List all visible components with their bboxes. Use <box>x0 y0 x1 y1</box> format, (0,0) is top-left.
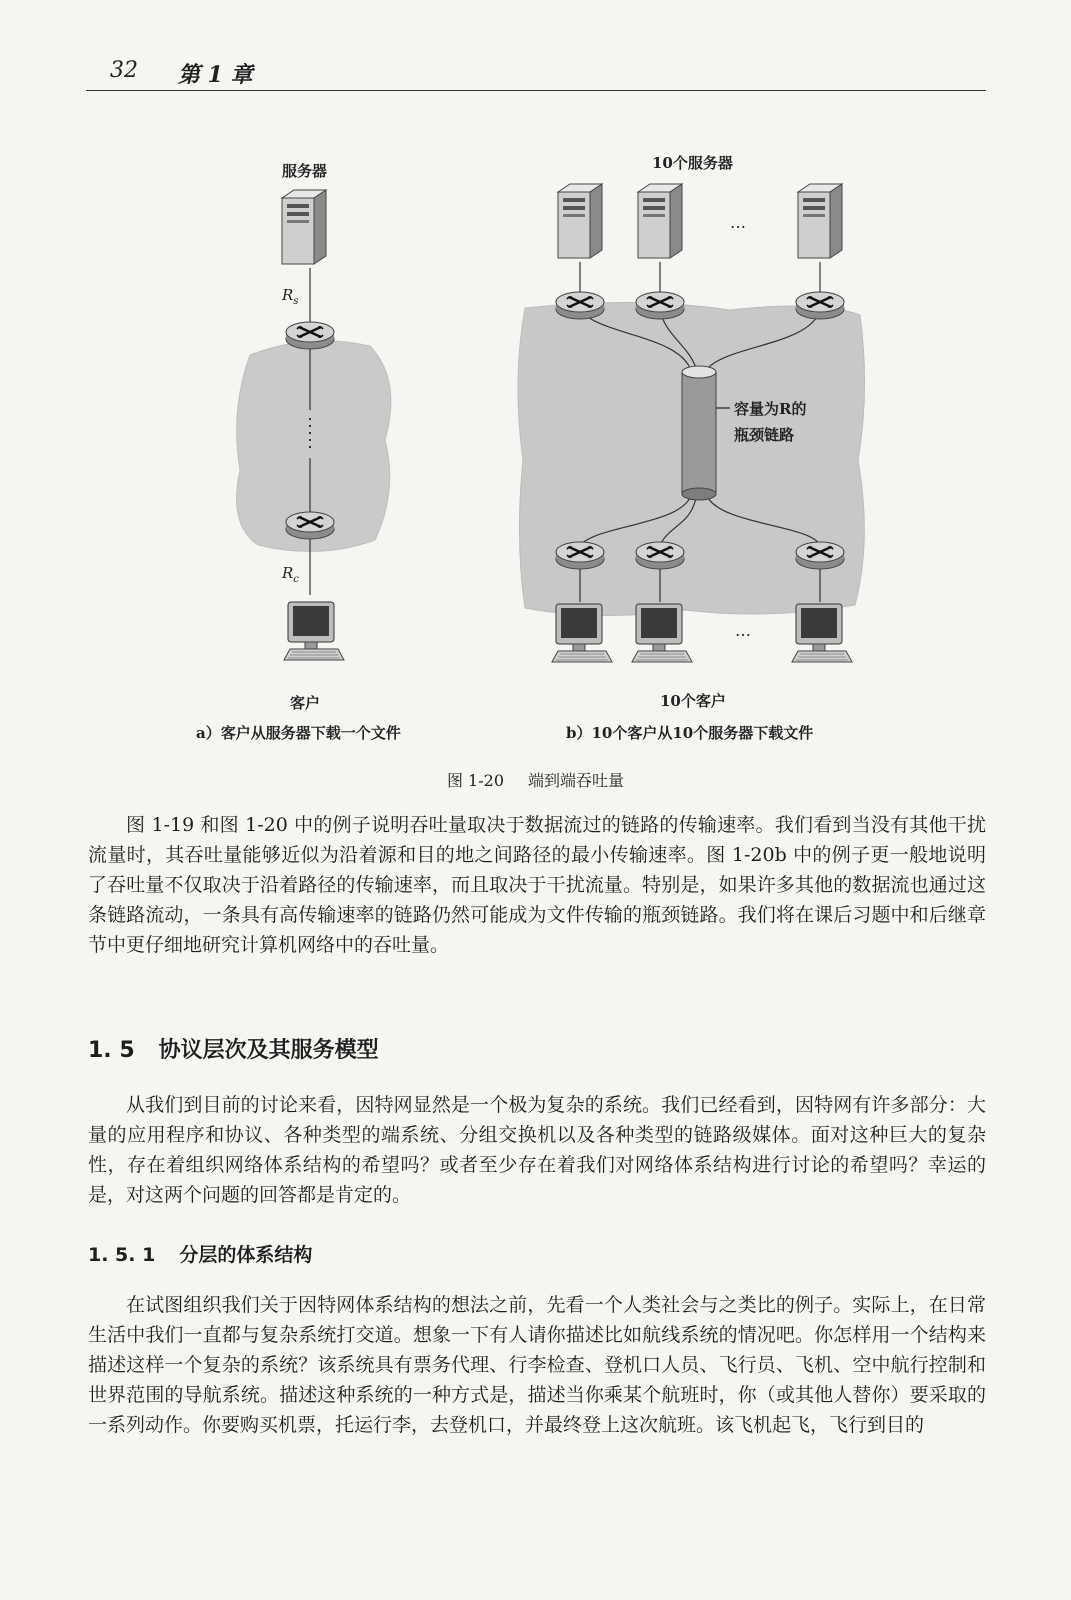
server-icon <box>798 184 842 258</box>
section-heading <box>88 1033 379 1064</box>
client-icon <box>284 602 344 660</box>
clients-label: 10个客户 <box>660 692 726 710</box>
router-icon <box>286 512 334 539</box>
router-icon <box>286 322 334 349</box>
client-icon <box>632 604 692 662</box>
subsection-heading <box>88 1240 312 1267</box>
client-icon <box>792 604 852 662</box>
rc-label: $R_c$ <box>282 564 299 585</box>
server-icon <box>558 184 602 258</box>
bottleneck-label-line1: 容量为R的 <box>734 400 807 418</box>
subcaption-b: b）10个客户从10个服务器下载文件 <box>566 724 814 742</box>
clients-ellipsis: … <box>735 621 751 640</box>
server-icon <box>282 190 326 264</box>
router-icon <box>556 292 604 319</box>
server-icon <box>638 184 682 258</box>
section-title: 协议层次及其服务模型 <box>158 1038 379 1063</box>
subcaption-a: a）客户从服务器下载一个文件 <box>196 724 401 742</box>
figure-caption <box>0 768 1071 791</box>
router-icon <box>796 542 844 569</box>
figure-1-20 <box>170 140 930 760</box>
subsection-title: 分层的体系结构 <box>179 1244 313 1266</box>
router-icon <box>636 542 684 569</box>
subsection-number: 1. 5. 1 <box>88 1244 156 1266</box>
page-header <box>86 58 986 91</box>
paragraph: 图 1-19 和图 1-20 中的例子说明吞吐量取决于数据流过的链路的传输速率。我们看到当没有其他干扰流量时，其吞吐量能够近似为沿着源和目的地之间路径的最小传输速率。图 1-20b 中的例子更一般地说明了吞吐量不仅取决于沿着路径的传输速率，而且取决于干扰流量。特别是，如果许多其他的数据流也通过这条链路流动，一条具有高传输速率的链路仍然可能成为文件传输的瓶颈链路。我们将在课后习题中和后继章节中更仔细地研究计算机网络中的吞吐量。 <box>88 814 986 956</box>
paragraph: 从我们到目前的讨论来看，因特网显然是一个极为复杂的系统。我们已经看到，因特网有许多部分：大量的应用程序和协议、各种类型的端系统、分组交换机以及各种类型的链路级媒体。面对这种巨大的复杂性，存在着组织网络体系结构的希望吗？或者至少存在着我们对网络体系结构进行讨论的希望吗？幸运的是，对这两个问题的回答都是肯定的。 <box>88 1094 986 1206</box>
router-icon <box>796 292 844 319</box>
chapter-title: 第 1 章 <box>178 62 253 88</box>
section-number: 1. 5 <box>88 1038 135 1063</box>
paragraph: 在试图组织我们关于因特网体系结构的想法之前，先看一个人类社会与之类比的例子。实际上，在日常生活中我们一直都与复杂系统打交道。想象一下有人请你描述比如航线系统的情况吧。你怎样用一个结构来描述这样一个复杂的系统？该系统具有票务代理、行李检查、登机口人员、飞行员、飞机、空中航行控制和世界范围的导航系统。描述这种系统的一种方式是，描述当你乘某个航班时，你（或其他人替你）要采取的一系列动作。你要购买机票，托运行李，去登机口，并最终登上这次航班。该飞机起飞，飞行到目的 <box>88 1294 986 1436</box>
rs-label: $R_s$ <box>282 286 299 307</box>
figure-title: 端到端吞吐量 <box>528 771 625 790</box>
figure-number: 图 1-20 <box>446 771 505 790</box>
server-label: 服务器 <box>282 162 328 180</box>
router-icon <box>556 542 604 569</box>
client-label: 客户 <box>290 694 321 712</box>
servers-label: 10个服务器 <box>652 154 733 172</box>
router-icon <box>636 292 684 319</box>
page-number: 32 <box>110 58 138 83</box>
bottleneck-label-line2: 瓶颈链路 <box>734 426 795 444</box>
servers-ellipsis: … <box>730 213 746 232</box>
